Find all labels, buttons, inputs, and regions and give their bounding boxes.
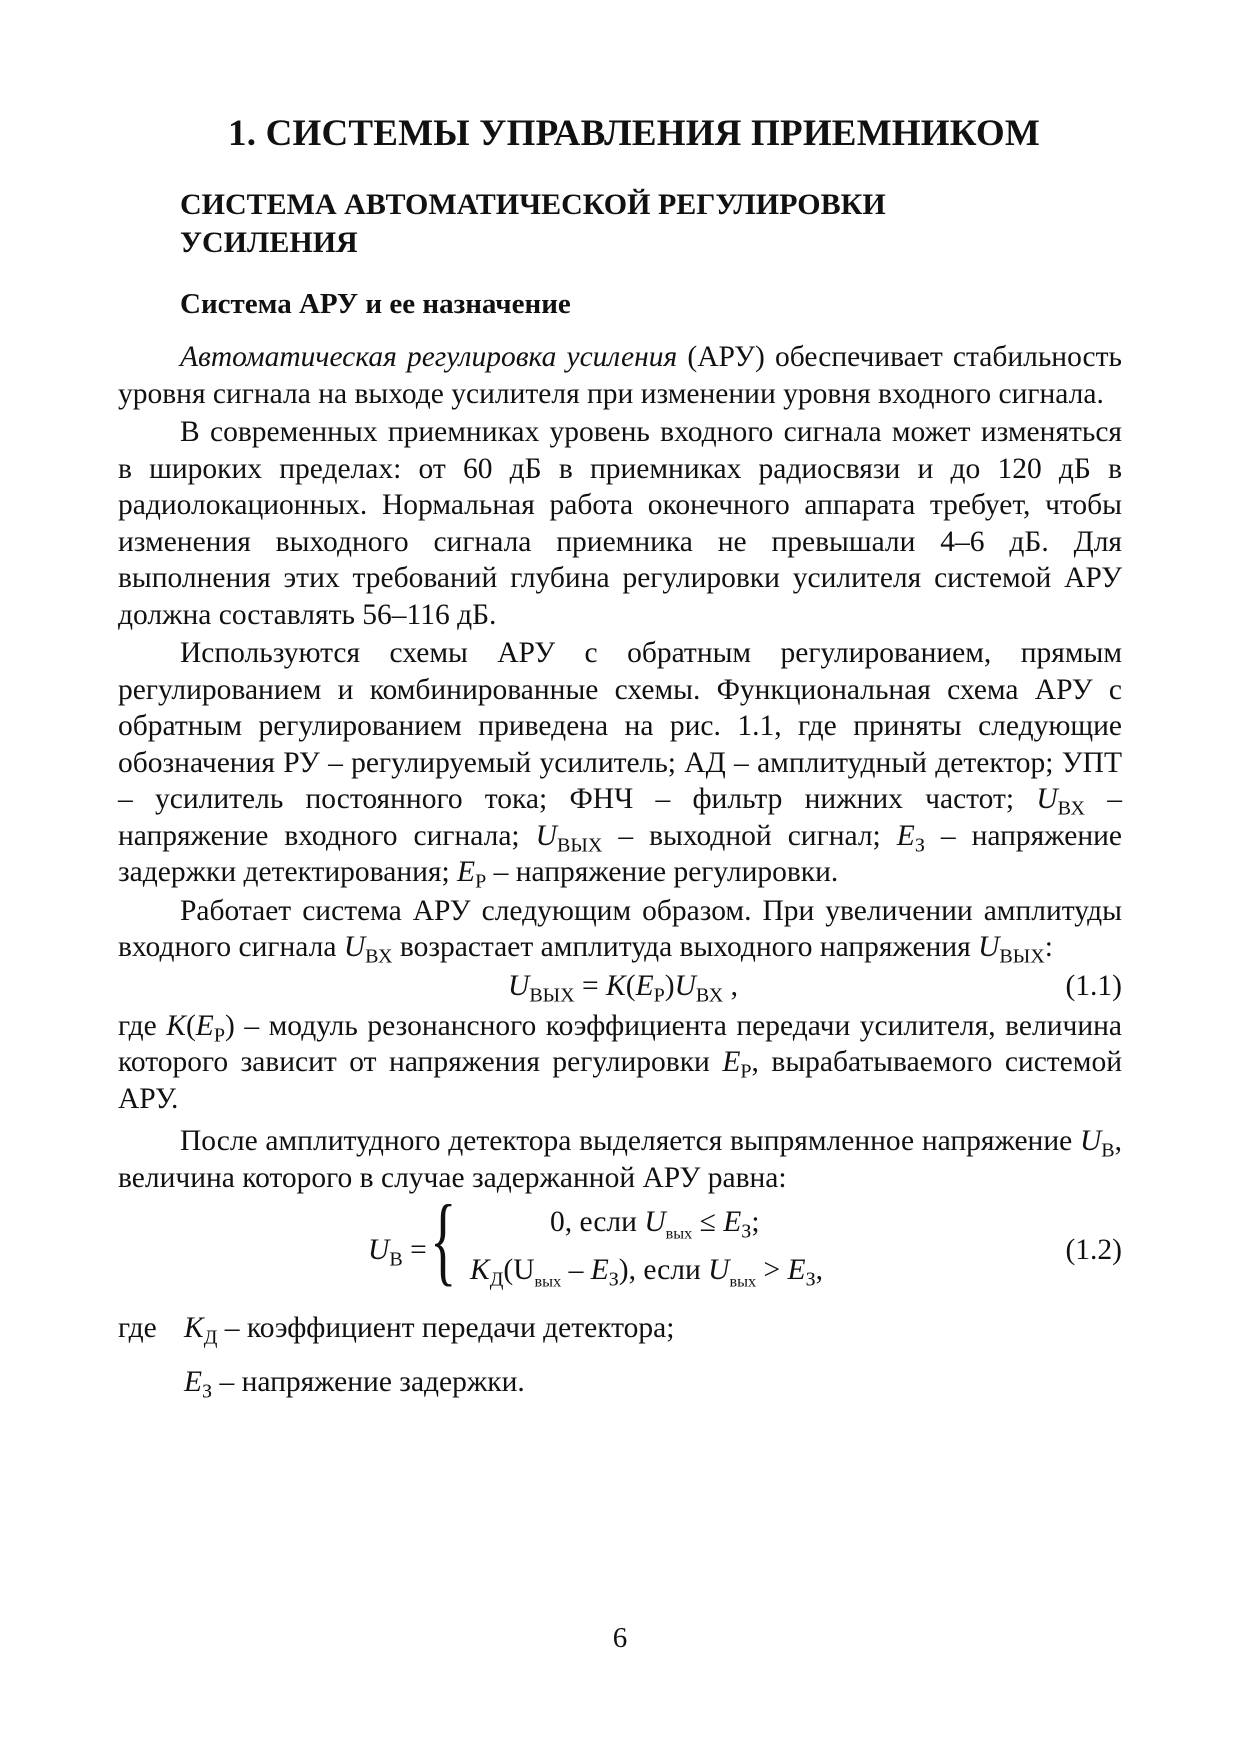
where-line-1: где $K_Д$ – коэффициент передачи детектора; bbox=[118, 1312, 675, 1349]
paragraph-5: где $K(E_Р)$ – модуль резонансного коэффициента передачи усилителя, величина которого зависит от напряжения регулировки $E_Р$, вырабатываемого системой АРУ. bbox=[118, 1009, 1122, 1115]
paragraph-6: После амплитудного детектора выделяется выпрямленное напряжение $U_В$, величина которого в случае задержанной АРУ равна: bbox=[118, 1125, 1122, 1194]
paragraph-3: Используются схемы АРУ с обратным регулированием, прямым регулированием и комбинированные схемы. Функциональная схема АРУ с обратным регулированием приведена на рис. 1.1, где приняты следующие обозначения РУ – регулируемый усилитель; АД – амплитудный детектор; УПТ – усилитель постоянного тока; ФНЧ – фильтр нижних частот; $U_{ВХ}$ – напряжение входного сигнала; $U_{ВЫХ}$ – выходной сигнал; $E_З$ – напряжение задержки детектирования; $E_Р$ – напряжение регулировки. bbox=[118, 637, 1122, 893]
subsection-title: Система АРУ и ее назначение bbox=[180, 288, 571, 320]
paragraph-4: Работает система АРУ следующим образом. При увеличении амплитуды входного сигнала $U_{ВХ}$ возрастает амплитуда выходного напряжения $U_{ВЫХ}$: bbox=[118, 894, 1122, 968]
term-aru: Автоматическая регулировка усиления bbox=[180, 341, 678, 373]
equation-1-1-number: (1.1) bbox=[1065, 969, 1122, 1002]
section-title: СИСТЕМА АВТОМАТИЧЕСКОЙ РЕГУЛИРОВКИ УСИЛЕНИЯ bbox=[180, 188, 886, 259]
equation-1-2 bbox=[118, 1184, 1122, 1306]
brace-icon: { bbox=[430, 1184, 457, 1295]
equation-1-2-case-1: 0, если $U_{вых} \le E_З$; bbox=[550, 1206, 760, 1243]
body-text bbox=[118, 339, 1122, 1404]
equation-1-2-number: (1.2) bbox=[1065, 1234, 1122, 1266]
chapter-title: 1. СИСТЕМЫ УПРАВЛЕНИЯ ПРИЕМНИКОМ bbox=[228, 113, 1040, 154]
paragraph-2: В современных приемниках уровень входного сигнала может изменяться в широких пределах: от 60 дБ в приемниках радиосвязи и до 120 дБ в радиолокационных. Нормальная работа оконечного аппарата требует, чтобы изменения выходного сигнала приемника не превышали 4–6 дБ. Для выполнения этих требований глубина регулировки усилителя системой АРУ должна составлять 56–116 дБ. bbox=[118, 416, 1122, 631]
equation-1-2-lhs: $U_В$ = bbox=[368, 1234, 427, 1271]
paragraph-1: Автоматическая регулировка усиления (АРУ) обеспечивает стабильность уровня сигнала на выходе усилителя при изменении уровня входного сигнала. bbox=[118, 341, 1122, 410]
equation-1-2-case-2: $K_Д(U_{вых} - E_З)$, если $U_{вых} > E_З$, bbox=[470, 1254, 823, 1291]
page bbox=[118, 0, 1122, 1755]
equation-1-1 bbox=[118, 968, 1122, 1008]
where-line-2: $E_З$ – напряжение задержки. bbox=[184, 1366, 525, 1403]
equation-1-1-formula: $U_{ВЫХ} = K(E_Р)U_{ВХ}$ , bbox=[508, 969, 738, 1006]
page-number: 6 bbox=[612, 1622, 628, 1654]
